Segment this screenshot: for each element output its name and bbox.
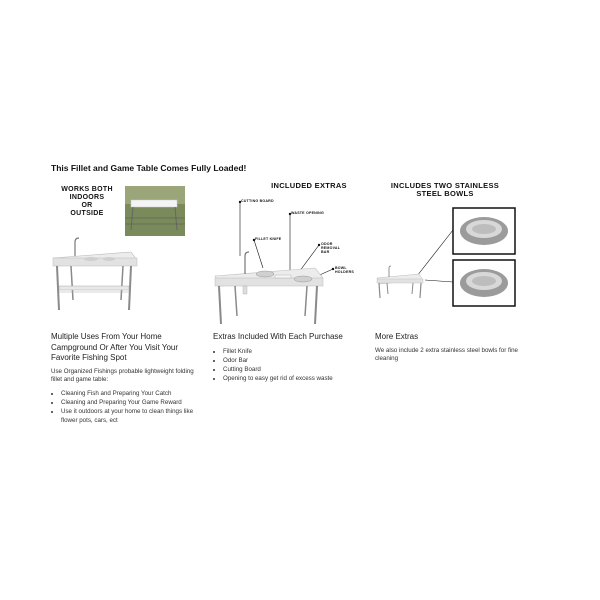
faucet [245,252,249,274]
label-fillet-knife: FILLET KNIFE [255,237,282,241]
column-description: Use Organized Fishings probable lightweight folding fillet and game table: [51,367,194,384]
list-item: • Cleaning and Preparing Your Game Reward [61,398,196,407]
bowls-illustration [375,180,520,326]
list-item: • Use it outdoors at your home to clean things like flower pots, cars, ect [61,407,196,425]
caption-line: INDOORS [69,194,105,201]
column-title: Multiple Uses From Your Home Campground Or After You Visit Your Favorite Fishing Spot [51,332,179,362]
image-caption: INCLUDED EXTRAS [271,181,347,190]
label-cutting-board: CUTTING BOARD [241,199,274,203]
caption-line: STEEL BOWLS [416,189,474,198]
column-title: Extras Included With Each Purchase [213,332,343,341]
bullet-list [213,347,358,383]
feature-column-extras [213,180,358,383]
caption-line: OUTSIDE [70,210,104,217]
table-illustration [51,180,196,326]
feature-column-bowls [375,180,520,364]
bullet-list [51,389,196,425]
table-image-bowls [375,180,520,326]
caption-line: INCLUDES TWO STAINLESS [390,181,500,190]
list-item: • Odor Bar [223,356,358,365]
feature-column-uses [51,180,196,425]
caption-line: WORKS BOTH [61,186,113,193]
list-item: • Cleaning Fish and Preparing Your Catch [61,389,196,398]
caption-line: OR [81,202,93,209]
column-title: More Extras [375,332,419,341]
section-heading: This Fillet and Game Table Comes Fully Loaded! [51,163,247,173]
table-image-extras [213,180,358,326]
bowl [256,271,274,277]
list-item: • Opening to easy get rid of excess waste [223,374,358,383]
label-waste-opening: WASTE OPENING [291,211,324,215]
bowl [294,276,312,282]
column-description: We also include 2 extra stainless steel bowls for fine cleaning [375,346,518,363]
faucet [75,238,79,256]
label-bowl-holders: BOWL HOLDERS [335,266,354,274]
label-odor-bar: ODOR REMOVAL BAR [321,242,341,254]
list-item: • Cutting Board [223,365,358,374]
list-item: • Fillet Knife [223,347,358,356]
table-image-indoors-outdoors [51,180,196,326]
extras-illustration [213,180,358,326]
